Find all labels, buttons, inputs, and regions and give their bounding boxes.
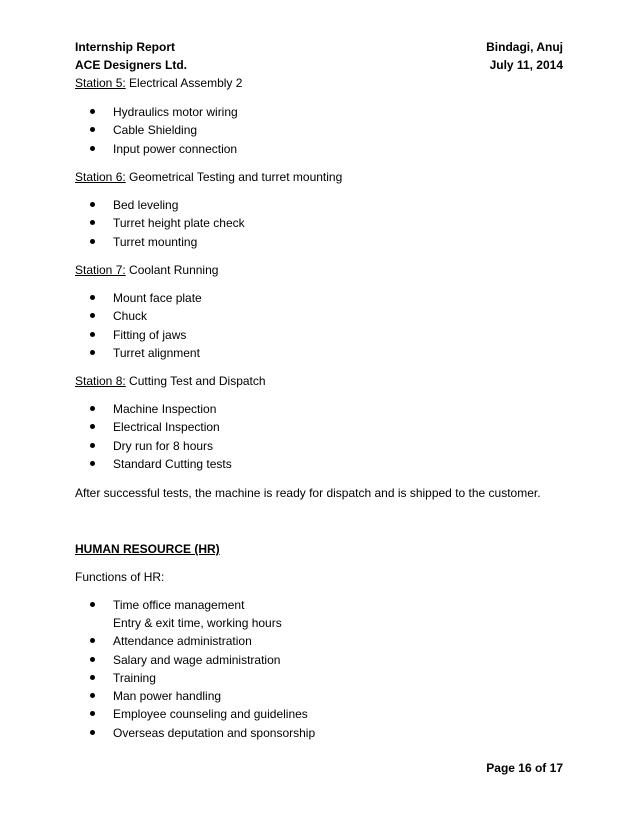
bullet-icon [90,350,95,355]
bullet-icon [90,424,95,429]
list-item: Employee counseling and guidelines [90,706,315,724]
bullet-icon [90,332,95,337]
bullet-icon [90,220,95,225]
list-item: Training [90,670,315,688]
bullet-icon [90,202,95,207]
list-item: Turret mounting [90,234,245,252]
station-5-heading [75,75,242,91]
bullet-icon [90,657,95,662]
list-item: Hydraulics motor wiring [90,104,238,122]
list-item: Overseas deputation and sponsorship [90,725,315,743]
list-item: Input power connection [90,141,238,159]
author-name: Bindagi, Anuj [486,40,563,54]
list-item: Time office management [90,597,315,615]
station-8-heading [75,373,266,389]
after-tests-paragraph: After successful tests, the machine is ready for dispatch and is shipped to the customer. [75,486,541,500]
bullet-icon [90,711,95,716]
list-item: Cable Shielding [90,122,238,140]
list-item: Salary and wage administration [90,652,315,670]
bullet-icon [90,602,95,607]
station-6-title: Geometrical Testing and turret mounting [125,170,343,184]
station-8-label: Station 8: [75,374,126,388]
station-6-list [90,197,245,252]
bullet-icon [90,127,95,132]
station-5-list [90,104,238,159]
bullet-icon [90,693,95,698]
list-item: Fitting of jaws [90,327,202,345]
list-item: Chuck [90,308,202,326]
list-item: Turret height plate check [90,215,245,233]
bullet-icon [90,638,95,643]
list-item-continuation: Entry & exit time, working hours [113,616,282,631]
header-left [75,38,187,74]
bullet-icon [90,109,95,114]
bullet-icon [90,295,95,300]
station-6-label: Station 6: [75,170,126,184]
station-5-label: Station 5: [75,76,126,90]
hr-intro: Functions of HR: [75,570,165,584]
list-item: Standard Cutting tests [90,456,232,474]
station-8-list [90,401,232,474]
hr-heading: HUMAN RESOURCE (HR) [75,542,220,556]
list-item: Man power handling [90,688,315,706]
bullet-icon [90,146,95,151]
list-item: Turret alignment [90,345,202,363]
bullet-icon [90,730,95,735]
company-name: ACE Designers Ltd. [75,58,188,72]
bullet-icon [90,675,95,680]
list-item: Machine Inspection [90,401,232,419]
page-number: Page 16 of 17 [486,761,563,775]
station-5-title: Electrical Assembly 2 [125,76,243,90]
station-8-title: Cutting Test and Dispatch [125,374,266,388]
report-title: Internship Report [75,40,176,54]
bullet-icon [90,313,95,318]
station-7-heading [75,262,218,278]
bullet-icon [90,461,95,466]
report-date: July 11, 2014 [489,58,563,72]
bullet-icon [90,443,95,448]
list-item: Mount face plate [90,290,202,308]
station-7-label: Station 7: [75,263,126,277]
station-7-list [90,290,202,363]
bullet-icon [90,406,95,411]
header-right [486,38,563,74]
bullet-icon [90,239,95,244]
list-item: Attendance administration [90,633,315,651]
list-item: Bed leveling [90,197,245,215]
station-7-title: Coolant Running [125,263,219,277]
list-item: Dry run for 8 hours [90,438,232,456]
station-6-heading [75,169,342,185]
hr-functions-list [90,597,315,743]
list-item: Electrical Inspection [90,419,232,437]
